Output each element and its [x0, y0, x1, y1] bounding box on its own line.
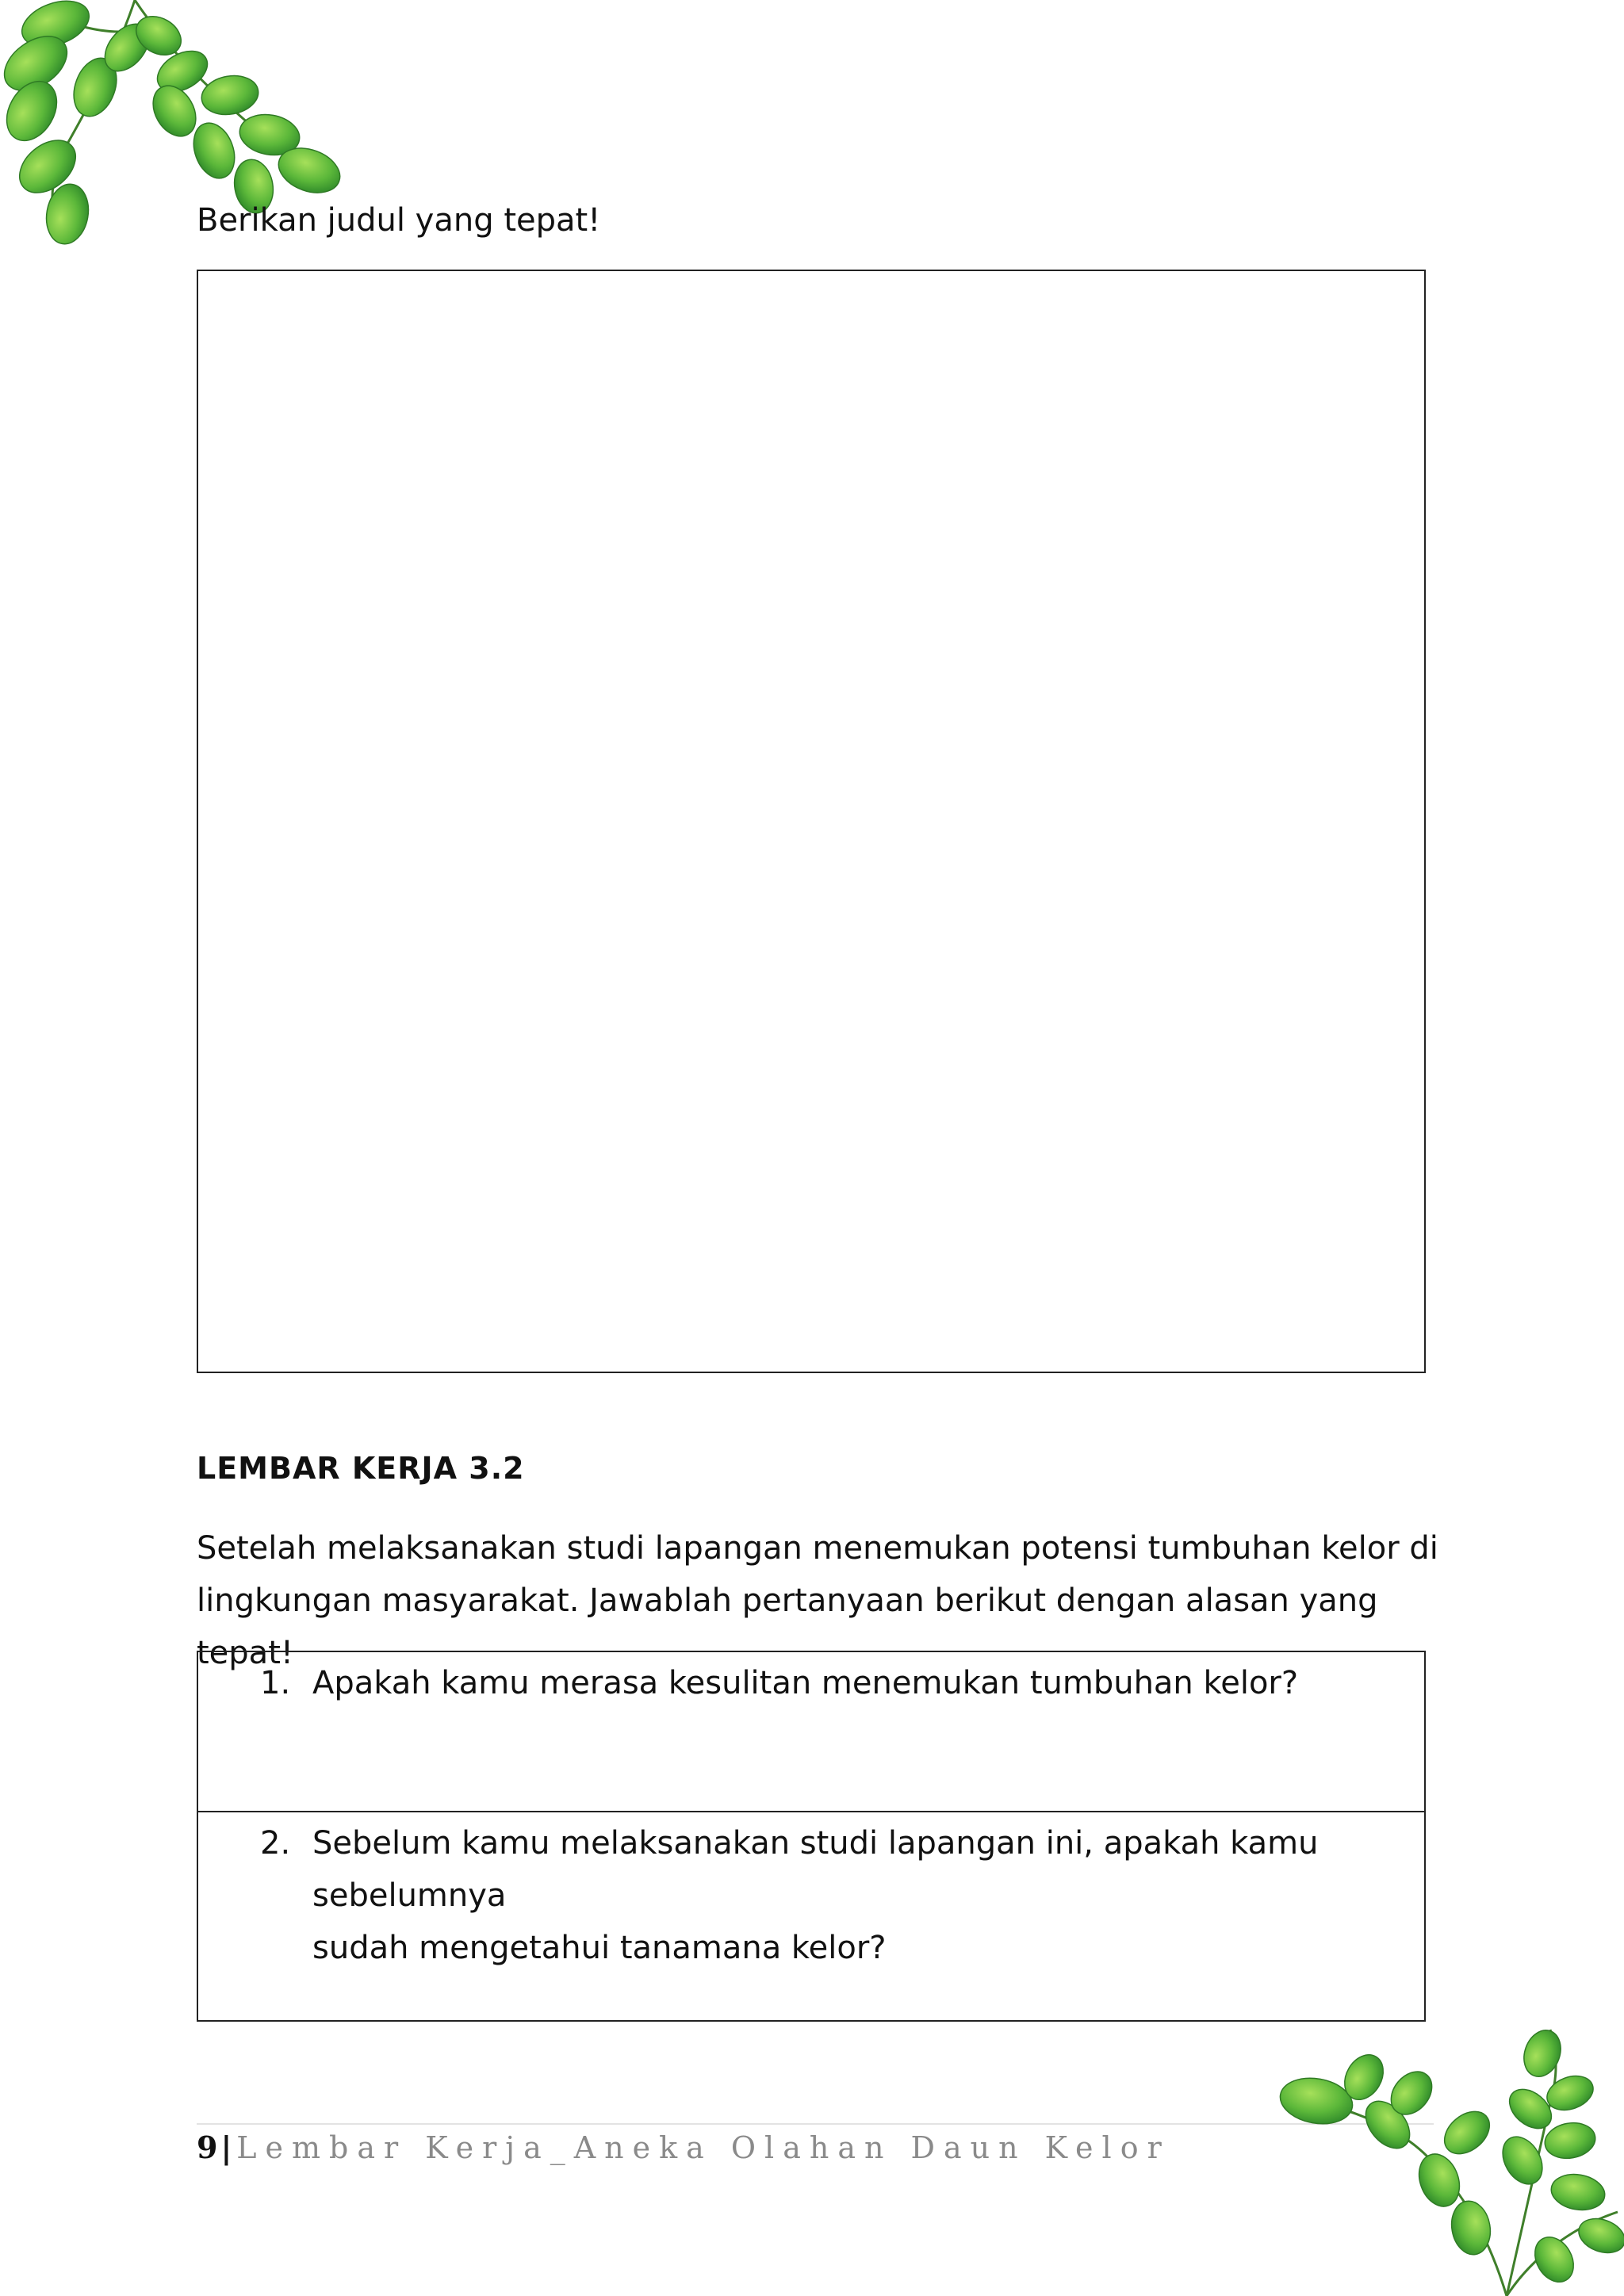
question-line: Sebelum kamu melaksanakan studi lapangan ini, apakah kamu sebelumnya: [312, 1825, 1319, 1914]
question-row-2[interactable]: [198, 1811, 1424, 2020]
instruction-text: Berikan judul yang tepat!: [197, 202, 601, 239]
question-text-2: [312, 1817, 1408, 1974]
page-footer: [197, 2130, 1170, 2166]
question-line: sudah mengetahui tanamana kelor?: [312, 1930, 887, 1966]
question-table: [197, 1651, 1426, 2022]
question-number: 2.: [260, 1825, 291, 1862]
question-line: Apakah kamu merasa kesulitan menemukan tumbuhan kelor?: [312, 1665, 1299, 1701]
intro-line-1: Setelah melaksanakan studi lapangan menemukan potensi tumbuhan kelor di: [197, 1530, 1438, 1567]
section-heading: LEMBAR KERJA 3.2: [197, 1451, 525, 1486]
footer-divider: [197, 2123, 1434, 2125]
question-row-1[interactable]: [198, 1652, 1424, 1811]
question-number: 1.: [260, 1665, 291, 1701]
page-number: 9: [197, 2130, 218, 2165]
question-text-1: [312, 1657, 1408, 1709]
answer-drawing-box[interactable]: [197, 270, 1426, 1373]
intro-line-2: lingkungan masyarakat. Jawablah pertanyaan berikut dengan alasan yang tepat!: [197, 1582, 1378, 1671]
footer-title: Lembar Kerja_Aneka Olahan Daun Kelor: [236, 2130, 1170, 2165]
moringa-leaves-bottom-icon: [1269, 2022, 1624, 2296]
footer-separator: |: [220, 2130, 232, 2165]
